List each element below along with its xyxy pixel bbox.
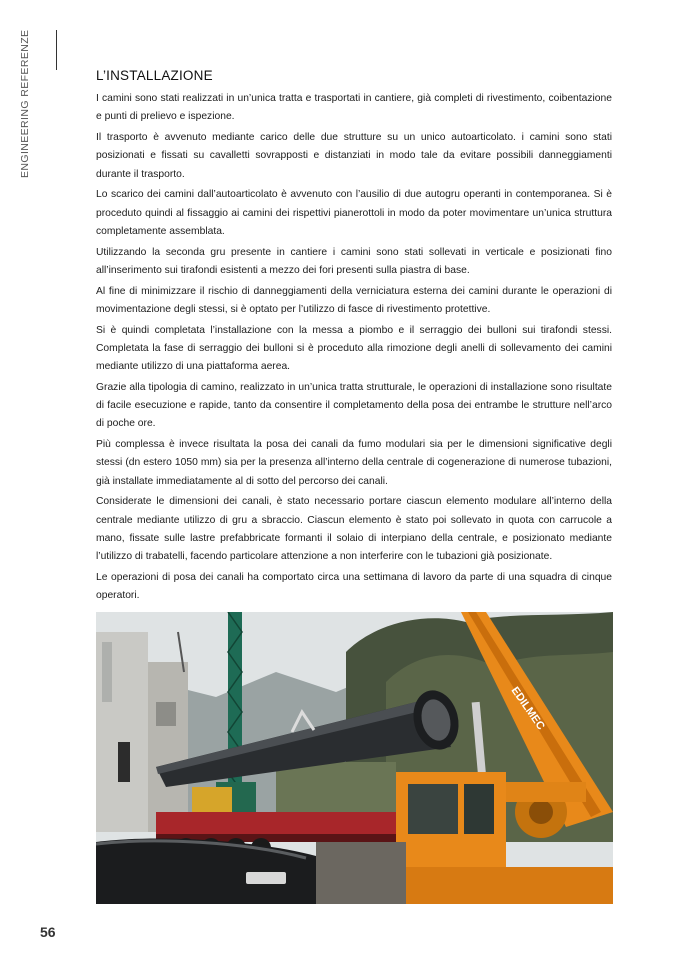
sidebar-rule — [56, 30, 57, 70]
paragraph-8: Più complessa è invece risultata la posa dei canali da fumo modulari sia per le dimensioni significative degli stessi (dn estero 1050 mm) sia per la presenza all’interno della centrale di cogenerazione di numerose tubazioni, già installate immediatamente al di sotto del percorso dei canali. — [96, 439, 612, 487]
installation-photo — [96, 612, 613, 904]
paragraph-7: Grazie alla tipologia di camino, realizzato in un’unica tratta strutturale, le operazioni di installazione sono risultate di facile esecuzione e rapide, tanto da consentire il completamento della posa dei entrambe le strutture nell’arco di poche ore. — [96, 381, 612, 430]
paragraph-9: Considerate le dimensioni dei canali, è stato necessario portare ciascun elemento modulare all’interno della centrale mediante utilizzo di gru a sbraccio. Ciascun elemento è stato poi sollevato in quota con carrucole a mano, fissate sulle lastre prefabbricate formanti il solaio di interpiano della centrale, e posizionato mediante l’utilizzo di trabatelli, facendo particolare attenzione a non interferire con le tubazioni già posizionate. — [96, 496, 612, 563]
paragraph-3: Lo scarico dei camini dall’autoarticolato è avvenuto con l’ausilio di due autogru operanti in contemporanea. Si è proceduto quindi al fissaggio ai camini dei rispettivi pianerottoli in modo da poter movimentare un’unica struttura completamente assemblata. — [96, 189, 612, 237]
crane-brand-text: EDILMEC — [508, 684, 547, 733]
paragraph-2: Il trasporto è avvenuto mediante carico delle due strutture su un unico autoarticolato. i camini sono stati posizionati e fissati su cavalletti sovrapposti e distanziati in modo tale da evitare possibili danneggiamenti durante il trasporto. — [96, 131, 612, 180]
paragraph-10: Le operazioni di posa dei canali ha comportato circa una settimana di lavoro da parte di una squadra di cinque operatori. — [96, 571, 612, 602]
sidebar-label: ENGINEERING REFERENZE — [19, 30, 31, 179]
paragraph-5: Al fine di minimizzare il rischio di danneggiamenti della verniciatura esterna dei camini durante le operazioni di movimentazione degli stessi, si è optato per l’utilizzo di fasce di rivestimento protettive. — [96, 285, 612, 315]
section-title: L’INSTALLAZIONE — [96, 68, 213, 83]
paragraph-4: Utilizzando la seconda gru presente in cantiere i camini sono stati sollevati in verticale e posizionati fino all’inserimento sui tirafondi esistenti a mezzo dei fori presenti sulla piastra di base. — [96, 246, 612, 276]
paragraph-1: I camini sono stati realizzati in un’unica tratta e trasportati in cantiere, già completi di rivestimento, coibentazione e punti di prelievo e ispezione. — [96, 93, 612, 123]
paragraph-6: Si è quindi completata l’installazione con la messa a piombo e il serraggio dei bulloni sui tirafondi stessi. Completata la fase di serraggio dei bulloni si è proceduto alla rimozione degli anelli di sollevamento dei camini mediante utilizzo di una piattaforma aerea. — [96, 324, 612, 373]
page-number: 56 — [40, 924, 56, 940]
section-body — [96, 90, 612, 608]
